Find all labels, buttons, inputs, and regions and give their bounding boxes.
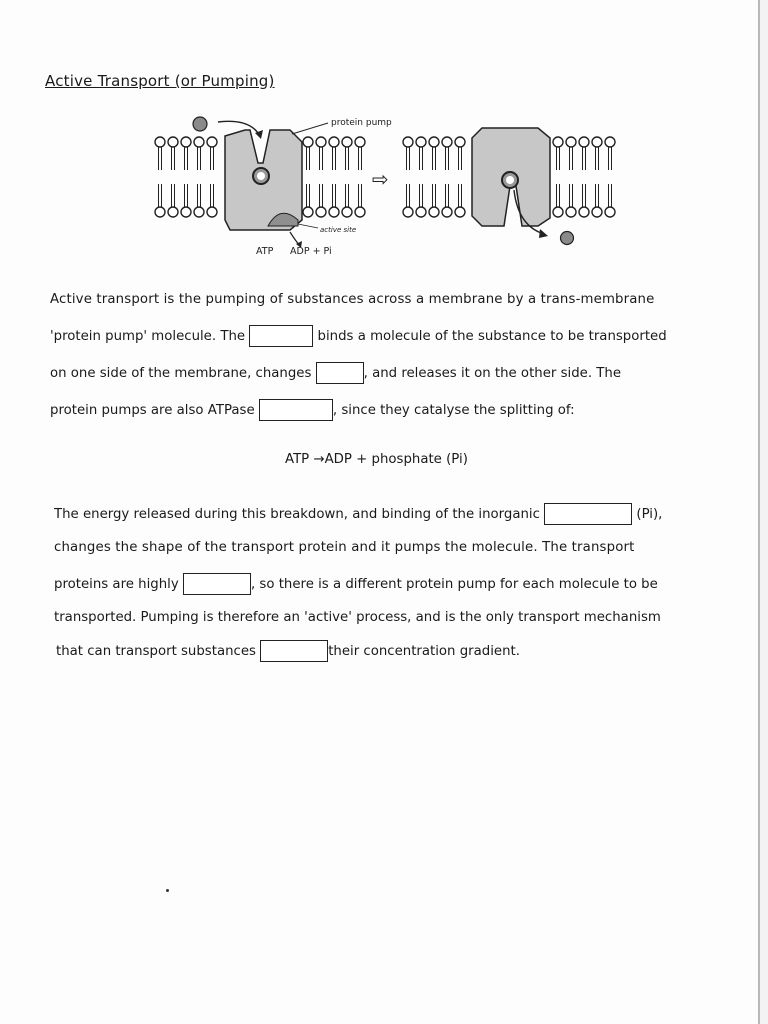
paragraph1-line1: Active transport is the pumping of substances across a membrane by a trans-membrane [50,292,655,307]
atp-equation: ATP →ADP + phosphate (Pi) [285,452,468,467]
paragraph1-line3 [50,362,715,385]
paragraph2-line2: changes the shape of the transport protein and it pumps the molecule. The transport [54,540,635,555]
answer-blank-1[interactable] [249,325,313,347]
paragraph1-line4-text-b: , since they catalyse the splitting of: [332,403,575,418]
answer-blank-5[interactable] [183,573,251,595]
paragraph1-line4 [50,399,715,422]
answer-blank-2[interactable] [316,362,364,384]
active-site-label: active site [320,226,357,234]
protein-pump-label: protein pump [331,118,392,128]
page-edge [758,0,760,1024]
scan-speck [166,889,169,892]
page-title: Active Transport (or Pumping) [45,72,275,90]
paragraph2-line1-text-b: (Pi), [636,507,663,522]
paragraph1-line4-text-a: protein pumps are also ATPase [50,403,255,418]
page-gutter [760,0,768,1024]
answer-blank-4[interactable] [544,503,632,525]
paragraph2-line4: transported. Pumping is therefore an 'active' process, and is the only transport mechanism [54,610,661,625]
paragraph1-line2-text-b: binds a molecule of the substance to be transported [317,329,667,344]
paragraph2-line1 [54,503,719,526]
paragraph1-line2-text-a: 'protein pump' molecule. The [50,329,246,344]
paragraph2-line5 [56,640,721,663]
paragraph1-line2 [50,325,715,348]
paragraph2-line3 [54,573,719,596]
paragraph2-line5-text-a: that can transport substances [56,644,256,659]
atp-label: ATP [256,246,274,257]
paragraph1-line3-text-a: on one side of the membrane, changes [50,366,312,381]
protein-pump-pointer [292,123,328,134]
paragraph2-line1-text-a: The energy released during this breakdown, and binding of the inorganic [54,507,540,522]
substance-molecule-released [561,232,574,245]
answer-blank-3[interactable] [259,399,333,421]
transition-arrow-icon: ⇨ [372,167,389,191]
paragraph2-line3-text-b: , so there is a different protein pump for each molecule to be [250,577,658,592]
adp-label: ADP + Pi [290,246,332,257]
paragraph2-line5-text-b: their concentration gradient. [328,644,520,659]
paragraph2-line3-text-a: proteins are highly [54,577,179,592]
answer-blank-6[interactable] [260,640,328,662]
active-site-pointer [298,224,318,228]
paragraph1-line3-text-b: , and releases it on the other side. The [363,366,622,381]
substance-molecule-outside [193,117,207,131]
active-transport-diagram [150,108,620,268]
